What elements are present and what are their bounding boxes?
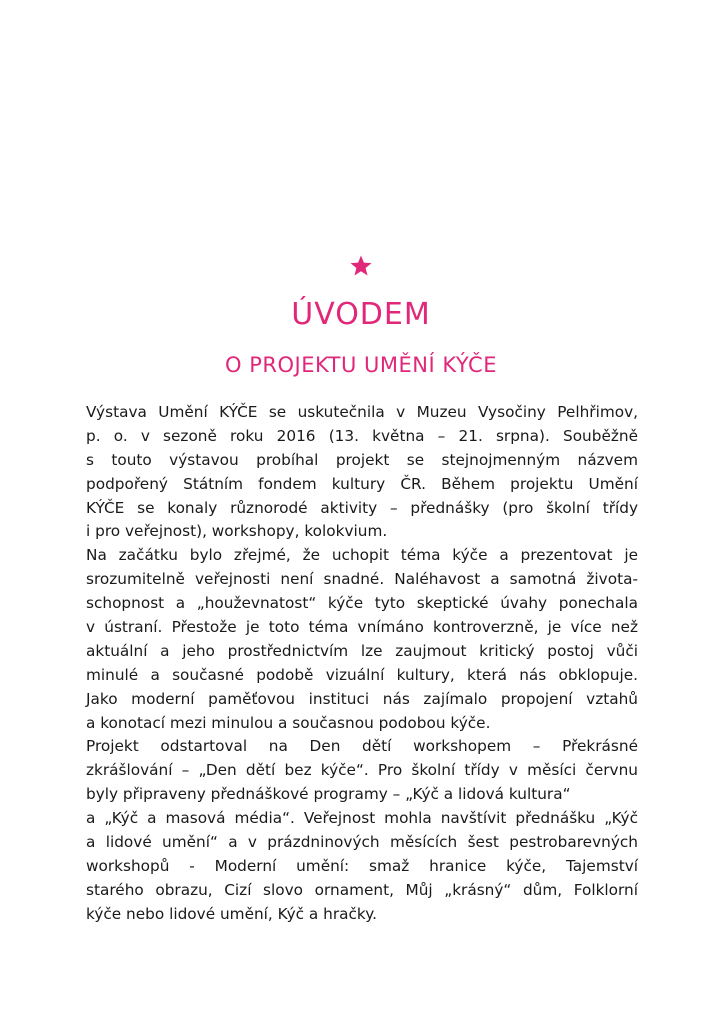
section-subtitle: O PROJEKTU UMĚNÍ KÝČE	[225, 353, 497, 377]
text-line: a lidové umění“ a v prázdninových měsících šest pestrobarevných	[86, 833, 638, 852]
text-line: KÝČE se konaly různorodé aktivity – přednášky (pro školní třídy	[86, 498, 638, 517]
text-line: schopnost a „houževnatost“ kýče tyto skeptické úvahy ponechala	[86, 594, 638, 613]
text-line: Na začátku bylo zřejmé, že uchopit téma kýče a prezentovat je	[86, 546, 638, 565]
text-line: aktuální a jeho prostřednictvím lze zaujmout kritický postoj vůči	[86, 641, 638, 660]
text-line: a „Kýč a masová média“. Veřejnost mohla navštívit přednášku „Kýč	[86, 809, 638, 828]
star-icon	[349, 254, 373, 278]
text-line: Výstava Umění KÝČE se uskutečnila v Muzeu Vysočiny Pelhřimov,	[86, 403, 638, 421]
text-line: zkrášlování – „Den dětí bez kýče“. Pro školní třídy v měsíci červnu	[86, 761, 638, 780]
text-line: byly připraveny přednáškové programy – „Kýč a lidová kultura“	[86, 785, 571, 804]
text-line: p. o. v sezoně roku 2016 (13. května – 21. srpna). Souběžně	[86, 426, 638, 445]
text-line: starého obrazu, Cizí slovo ornament, Můj „krásný“ dům, Folklorní	[86, 880, 638, 899]
text-line: s touto výstavou probíhal projekt se stejnojmenným názvem	[86, 450, 638, 469]
section-title: ÚVODEM	[291, 297, 431, 332]
body-text	[86, 401, 638, 927]
text-line: Jako moderní paměťovou instituci nás zajímalo propojení vztahů	[86, 689, 638, 708]
text-line: kýče nebo lidové umění, Kýč a hračky.	[86, 904, 377, 923]
text-line: workshopů - Moderní umění: smaž hranice kýče, Tajemství	[86, 856, 638, 875]
text-line: Projekt odstartoval na Den dětí workshopem – Překrásné	[86, 737, 638, 756]
text-line: podpořený Státním fondem kultury ČR. Během projektu Umění	[86, 474, 638, 493]
text-line: a konotací mezi minulou a současnou podobou kýče.	[86, 713, 491, 732]
text-line: v ústraní. Přestože je toto téma vnímáno kontroverzně, je více než	[86, 618, 638, 637]
text-line: minulé a současné podobě vizuální kultury, která nás obklopuje.	[86, 665, 638, 684]
text-line: srozumitelně veřejnosti není snadné. Naléhavost a samotná života-	[86, 570, 638, 589]
text-line: i pro veřejnost), workshopy, kolokvium.	[86, 522, 388, 541]
